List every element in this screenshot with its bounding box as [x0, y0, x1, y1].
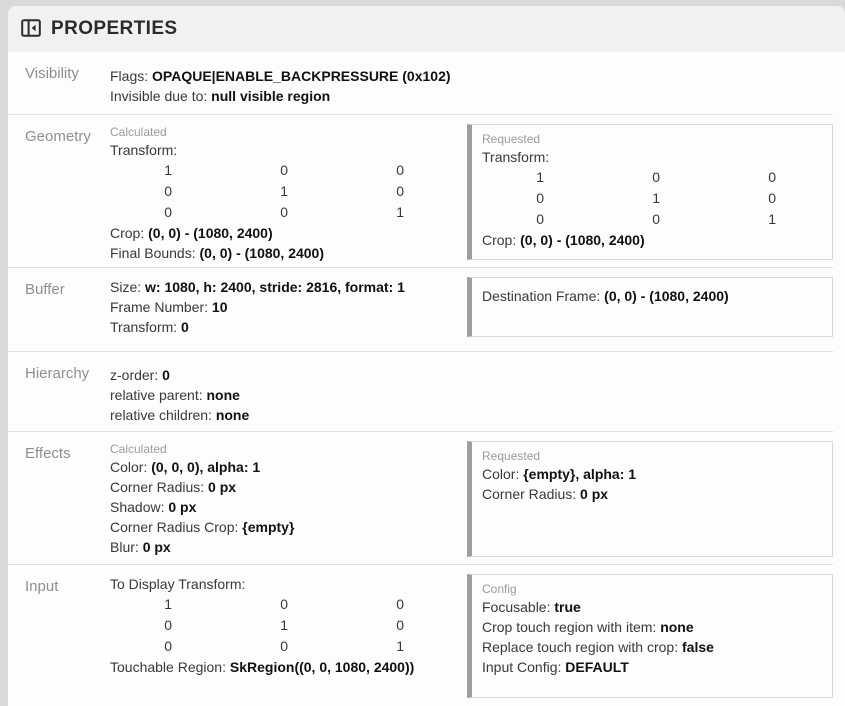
- property-row-blur: [110, 537, 294, 557]
- property-value: OPAQUE|ENABLE_BACKPRESSURE (0x102): [152, 68, 451, 84]
- property-value: (0, 0) - (1080, 2400): [148, 225, 273, 241]
- section-input: [8, 565, 833, 705]
- property-row-transform: Transform:: [110, 142, 178, 158]
- matrix-cell: 0: [652, 211, 660, 227]
- property-label: Size:: [110, 279, 146, 295]
- section-geometry: [8, 115, 833, 268]
- matrix-row: [482, 188, 822, 209]
- property-value: true: [554, 599, 581, 615]
- properties-panel: [8, 6, 845, 706]
- collapse-panel-button[interactable]: [18, 16, 44, 42]
- property-row-focusable: [482, 597, 822, 617]
- requested-tag: Requested: [482, 449, 541, 463]
- property-label: Crop:: [482, 232, 521, 248]
- property-label: Shadow:: [110, 499, 169, 515]
- property-value: false: [682, 639, 714, 655]
- property-value: w: 1080, h: 2400, stride: 2816, format: 1: [145, 279, 405, 295]
- property-value: {empty}: [242, 519, 295, 535]
- property-row-corner-radius: [482, 484, 822, 504]
- property-value: (0, 0) - (1080, 2400): [520, 232, 645, 248]
- property-value: 10: [211, 299, 228, 315]
- section-label-buffer: Buffer: [25, 281, 65, 298]
- property-row-invisible-due-to: [110, 86, 451, 106]
- property-value: 0 px: [142, 539, 171, 555]
- matrix-cell: 1: [280, 617, 288, 633]
- property-label: z-order:: [110, 367, 163, 383]
- property-row-corner-radius-crop: [110, 517, 294, 537]
- section-label-hierarchy: Hierarchy: [25, 365, 90, 382]
- matrix-cell: 0: [768, 190, 776, 206]
- property-value: (0, 0) - (1080, 2400): [604, 288, 729, 304]
- property-row-crop-touch-region: [482, 617, 822, 637]
- matrix-cell: 1: [280, 183, 288, 199]
- matrix-cell: 0: [280, 638, 288, 654]
- matrix-cell: 0: [652, 169, 660, 185]
- property-label: Destination Frame:: [482, 288, 605, 304]
- property-row-color: [482, 464, 822, 484]
- matrix-cell: 1: [768, 211, 776, 227]
- matrix-cell: 0: [768, 169, 776, 185]
- requested-effects-box: [467, 441, 833, 557]
- requested-buffer-box: [467, 277, 833, 337]
- property-value: DEFAULT: [565, 659, 629, 675]
- matrix-cell: 0: [396, 596, 404, 612]
- property-row-replace-touch-region: [482, 637, 822, 657]
- property-label: Crop:: [110, 225, 149, 241]
- property-row-to-display-transform: To Display Transform:: [110, 576, 246, 592]
- property-row-crop: [110, 223, 404, 243]
- property-value: 0: [162, 367, 170, 383]
- matrix-cell: 1: [396, 638, 404, 654]
- property-row-destination-frame: [482, 284, 822, 306]
- property-row-transform: [110, 317, 405, 337]
- property-label: Color:: [110, 459, 152, 475]
- property-label: Input Config:: [482, 659, 566, 675]
- matrix-cell: 0: [164, 204, 172, 220]
- section-label-effects: Effects: [25, 445, 71, 462]
- property-row-corner-radius: [110, 477, 294, 497]
- matrix-row: [482, 167, 822, 188]
- section-label-geometry: Geometry: [25, 128, 91, 145]
- matrix-cell: 0: [280, 162, 288, 178]
- property-label: Transform:: [110, 319, 182, 335]
- property-value: 0 px: [168, 499, 197, 515]
- requested-geometry-box: [467, 124, 833, 260]
- matrix-row: [110, 615, 414, 636]
- property-row-final-bounds: [110, 243, 404, 263]
- matrix-cell: 0: [396, 617, 404, 633]
- panel-title: PROPERTIES: [51, 18, 178, 39]
- property-label: Invisible due to:: [110, 88, 212, 104]
- property-label: Corner Radius:: [110, 479, 209, 495]
- matrix-cell: 0: [396, 183, 404, 199]
- matrix-cell: 0: [164, 617, 172, 633]
- matrix-row: [482, 209, 822, 230]
- property-row-flags: [110, 66, 451, 86]
- matrix-row: [110, 636, 414, 657]
- property-row-input-config: [482, 657, 822, 677]
- matrix-cell: 0: [396, 162, 404, 178]
- property-label: Frame Number:: [110, 299, 212, 315]
- property-row-color: [110, 457, 294, 477]
- property-row-frame-number: [110, 297, 405, 317]
- left-panel-close-icon: [19, 16, 43, 43]
- requested-tag: Requested: [482, 132, 541, 146]
- property-label: Color:: [482, 466, 524, 482]
- section-label-visibility: Visibility: [25, 65, 79, 82]
- property-row-shadow: [110, 497, 294, 517]
- matrix-cell: 0: [536, 190, 544, 206]
- property-label: Replace touch region with crop:: [482, 639, 682, 655]
- calculated-tag: Calculated: [110, 125, 167, 139]
- section-hierarchy: [8, 352, 833, 432]
- property-row-transform: Transform:: [482, 149, 550, 165]
- property-value: SkRegion((0, 0, 1080, 2400)): [229, 659, 415, 675]
- property-row-crop: [482, 230, 822, 250]
- matrix-cell: 1: [164, 596, 172, 612]
- matrix-row: [110, 202, 404, 223]
- property-row-z-order: [110, 365, 249, 385]
- properties-header: [8, 6, 845, 52]
- calculated-tag: Calculated: [110, 442, 167, 456]
- matrix-cell: 0: [164, 638, 172, 654]
- matrix-row: [110, 181, 404, 202]
- property-value: 0 px: [208, 479, 237, 495]
- property-label: Crop touch region with item:: [482, 619, 661, 635]
- matrix-cell: 1: [396, 204, 404, 220]
- section-label-input: Input: [25, 578, 59, 595]
- property-value: null visible region: [211, 88, 331, 104]
- property-value: (0, 0, 0), alpha: 1: [151, 459, 261, 475]
- property-value: {empty}, alpha: 1: [523, 466, 637, 482]
- property-value: none: [660, 619, 694, 635]
- config-tag: Config: [482, 582, 517, 596]
- config-input-box: [467, 574, 833, 698]
- property-label: Final Bounds:: [110, 245, 200, 261]
- property-label: Corner Radius Crop:: [110, 519, 243, 535]
- section-buffer: [8, 268, 833, 352]
- property-value: none: [206, 387, 240, 403]
- property-label: relative parent:: [110, 387, 207, 403]
- property-row-relative-children: [110, 405, 249, 425]
- property-row-relative-parent: [110, 385, 249, 405]
- property-row-touchable-region: [110, 657, 414, 677]
- property-value: 0 px: [580, 486, 609, 502]
- matrix-cell: 1: [652, 190, 660, 206]
- matrix-row: [110, 160, 404, 181]
- property-label: Touchable Region:: [110, 659, 230, 675]
- matrix-cell: 0: [280, 596, 288, 612]
- property-label: relative children:: [110, 407, 216, 423]
- property-value: none: [215, 407, 250, 423]
- matrix-cell: 0: [536, 211, 544, 227]
- property-row-size: [110, 277, 405, 297]
- property-value: (0, 0) - (1080, 2400): [199, 245, 325, 261]
- section-visibility: [8, 52, 833, 115]
- matrix-cell: 1: [164, 162, 172, 178]
- section-effects: [8, 432, 833, 565]
- property-label: Blur:: [110, 539, 143, 555]
- matrix-cell: 0: [164, 183, 172, 199]
- property-value: 0: [181, 319, 189, 335]
- property-label: Corner Radius:: [482, 486, 581, 502]
- matrix-cell: 0: [280, 204, 288, 220]
- property-label: Flags:: [110, 68, 153, 84]
- matrix-cell: 1: [536, 169, 544, 185]
- property-label: Focusable:: [482, 599, 555, 615]
- matrix-row: [110, 594, 414, 615]
